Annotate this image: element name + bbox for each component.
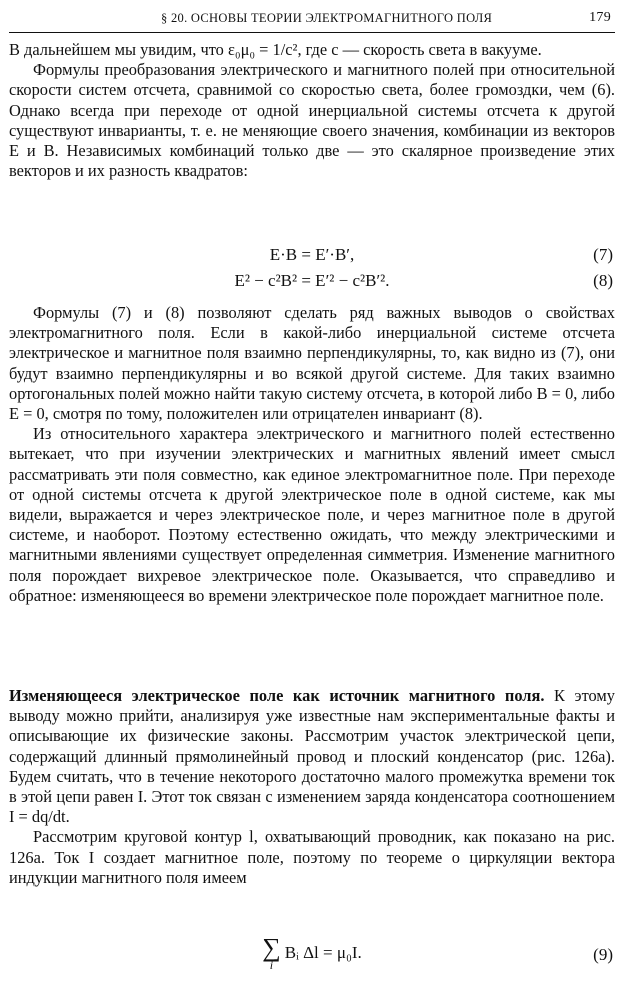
paragraph-5 bbox=[9, 686, 615, 827]
paragraph-5-text: К этому выводу можно прийти, анализируя уже известные нам экспериментальные факты и описывающие их физические законы. Рассмотрим участок электрической цепи, содержащий длинный прямолинейный провод и плоский конденсатор (рис. 126a). Будем считать, что в течение некоторого достаточно малого промежутка времени ток в этой цепи равен I. Этот ток связан с изменением заряда конденсатора соотношением I = dq/dt. bbox=[9, 686, 615, 827]
paragraph-3: Формулы (7) и (8) позволяют сделать ряд важных выводов о свойствах электромагнитного поля. Если в какой-либо инерциальной системе отсчета электрическое и магнитное поля взаимно перпендикулярны, то, как видно из (7), они будут взаимно перпендикулярны и во всякой другой системе. Для таких взаимно ортогональных полей можно найти такую систему отсчета, в которой либо B = 0, либо E = 0, смотря по тому, положителен или отрицателен инвариант (8). bbox=[9, 303, 615, 424]
paragraph-6: Рассмотрим круговой контур l, охватывающий проводник, как показано на рис. 126a. Ток I создает магнитное поле, поэтому по теореме о циркуляции вектора индукции магнитного поля имеем bbox=[9, 827, 615, 887]
running-header bbox=[9, 8, 615, 33]
paragraph-1: В дальнейшем мы увидим, что ε₀μ₀ = 1/c², где c — скорость света в вакууме. bbox=[9, 40, 542, 59]
equation-7 bbox=[9, 245, 615, 267]
sum-index: i bbox=[269, 958, 274, 972]
text-block-1 bbox=[9, 40, 615, 181]
equation-8 bbox=[9, 271, 615, 293]
text-block-2 bbox=[9, 303, 615, 606]
paragraph-4: Из относительного характера электрического и магнитного полей естественно вытекает, что при изучении электрических и магнитных явлений имеет смысл рассматривать эти поля совместно, как единое электромагнитное поле. При переходе от одной системы отсчета к другой электрическое поле в одной системе, как мы видели, выражается и через электрическое поле, и через магнитное поле в другой системе, и наоборот. Поэтому естественно ожидать, что между электрическими и магнитными явлениями существует определенная симметрия. Изменение магнитного поля порождает вихревое электрическое поле. Оказывается, что справедливо и обратное: изменяющееся во времени электрическое поле порождает магнитное поле. bbox=[9, 424, 615, 605]
text-block-3 bbox=[9, 686, 615, 888]
equation-9-body: Bᵢ Δl = μ₀I. bbox=[284, 943, 362, 962]
page-number: 179 bbox=[589, 10, 611, 25]
equation-9-number: (9) bbox=[593, 945, 613, 964]
sum-sigma: ∑ bbox=[262, 933, 281, 962]
section-heading: Изменяющееся электрическое поле как источник магнитного поля. bbox=[9, 686, 545, 705]
equation-9-body-wrap bbox=[9, 935, 615, 971]
equation-9 bbox=[9, 935, 615, 979]
equation-7-body: E·B = E′·B′, bbox=[269, 245, 355, 264]
paragraph-2: Формулы преобразования электрического и магнитного полей при относительной скорости систем отсчета, сравнимой со скоростью света, более громоздки, чем (6). Однако всегда при переходе от одной инерциальной системы отсчета к другой существуют инварианты, т. е. не меняющие своего значения, комбинации из векторов E и B. Независимых комбинаций только две — это скалярное произведение этих векторов и их разность квадратов: bbox=[9, 60, 615, 181]
sum-symbol bbox=[262, 935, 281, 971]
equation-7-number: (7) bbox=[593, 245, 613, 264]
equation-8-body: E² − c²B² = E′² − c²B′². bbox=[234, 271, 390, 290]
equation-8-number: (8) bbox=[593, 271, 613, 290]
header-title: § 20. ОСНОВЫ ТЕОРИИ ЭЛЕКТРОМАГНИТНОГО ПОЛЯ bbox=[161, 11, 493, 25]
